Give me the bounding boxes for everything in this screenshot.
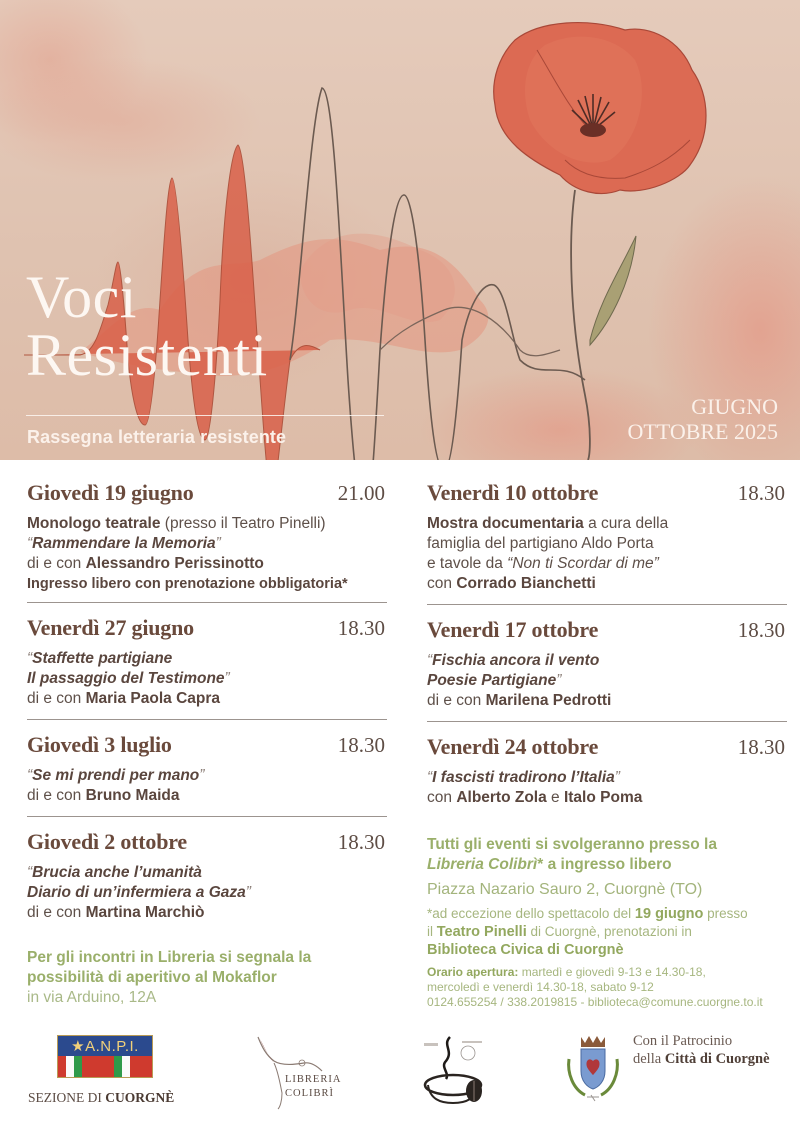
event-description-cont: famiglia del partigiano Aldo Porta — [427, 535, 654, 552]
anpi-caption: SEZIONE DI CUORGNÈ — [28, 1090, 175, 1105]
dates-line-1: GIUGNO — [691, 394, 778, 419]
aperitivo-note: Per gli incontri in Libreria si segnala la possibilità di aperitivo al Mokaflor in via Arduino, 12A — [27, 949, 312, 1006]
event-item — [27, 732, 387, 817]
event-description: Monologo teatrale (presso il Teatro Pinelli) — [27, 515, 326, 532]
mokaflor-logo — [420, 1035, 490, 1107]
event-date: Venerdì 27 giugno — [27, 615, 194, 640]
title-divider — [26, 415, 384, 416]
venue-statement: Tutti gli eventi si svolgeranno presso la Libreria Colibrì* a ingresso libero — [427, 836, 717, 873]
patronage-text: Con il Patrocinio della Città di Cuorgnè — [633, 1033, 770, 1067]
event-date: Giovedì 19 giugno — [27, 480, 194, 505]
event-booking-note: Ingresso libero con prenotazione obbligatoria* — [27, 576, 348, 592]
event-time: 18.30 — [737, 481, 785, 505]
anpi-logo-text: ★A.N.P.I. — [57, 1035, 153, 1056]
title-line-2: Resistenti — [26, 322, 268, 388]
venue-info — [427, 835, 797, 1010]
event-date: Venerdì 17 ottobre — [427, 617, 599, 642]
event-time: 18.30 — [737, 735, 785, 759]
season-dates — [627, 394, 778, 444]
event-author: di e con Martina Marchiò — [27, 904, 205, 921]
event-time: 18.30 — [337, 733, 385, 757]
event-author: di e con Maria Paola Capra — [27, 690, 221, 707]
event-title: “Brucia anche l’umanità — [27, 864, 202, 881]
soundwave-poppy-illustration — [0, 0, 800, 460]
libreria-colibri-text: LIBRERIA COLIBRÌ — [285, 1074, 342, 1099]
event-title-cont: Diario di un’infermiera a Gaza” — [27, 884, 251, 901]
anpi-logo — [57, 1035, 153, 1078]
exception-note: *ad eccezione dello spettacolo del 19 giugno presso il Teatro Pinelli di Cuorgnè, prenotazioni in Biblioteca Civica di Cuorgnè — [427, 906, 748, 958]
event-time: 21.00 — [337, 481, 385, 505]
event-time: 18.30 — [337, 830, 385, 854]
poppy-flower — [494, 23, 706, 194]
event-time: 18.30 — [737, 618, 785, 642]
event-time: 18.30 — [337, 616, 385, 640]
event-description: Mostra documentaria a cura della — [427, 515, 669, 532]
event-author: con Alberto Zola e Italo Poma — [427, 789, 643, 806]
events-left-column — [27, 480, 387, 933]
event-date: Venerdì 24 ottobre — [427, 734, 599, 759]
library-hours: Orario apertura: martedì e giovedì 9-13 e 14.30-18, mercoledì e venerdì 14.30-18, sabato 9-12 0124.655254 / 338.2019815 - biblioteca@comune.cuorgne.to.it — [427, 965, 797, 1010]
event-title: e tavole da “Non ti Scordar di me” — [427, 555, 659, 572]
event-title-cont: Il passaggio del Testimone” — [27, 670, 230, 687]
venue-address: Piazza Nazario Sauro 2, Cuorgnè (TO) — [427, 881, 703, 898]
event-author: di e con Alessandro Perissinotto — [27, 555, 264, 572]
event-author: di e con Bruno Maida — [27, 787, 180, 804]
event-item — [27, 829, 387, 933]
event-date: Giovedì 3 luglio — [27, 732, 172, 757]
event-date: Venerdì 10 ottobre — [427, 480, 599, 505]
event-date: Giovedì 2 ottobre — [27, 829, 187, 854]
poster-subtitle: Rassegna letteraria resistente — [27, 427, 287, 447]
events-right-column — [427, 480, 787, 818]
event-title: “Fischia ancora il vento — [427, 652, 600, 669]
event-item — [27, 615, 387, 720]
event-title: “I fascisti tradirono l’Italia” — [427, 769, 620, 786]
event-author: con Corrado Bianchetti — [427, 575, 596, 592]
title-line-1: Voci — [26, 264, 137, 330]
poster-title — [26, 264, 268, 388]
anpi-flag-stripes — [57, 1056, 153, 1078]
cuorgne-coat-of-arms — [563, 1033, 623, 1105]
event-title: “Se mi prendi per mano” — [27, 767, 205, 784]
event-item — [427, 734, 787, 818]
event-item — [427, 480, 787, 605]
dates-line-2: OTTOBRE 2025 — [627, 419, 778, 444]
event-title: “Rammendare la Memoria” — [27, 535, 221, 552]
poster-header — [0, 0, 800, 460]
contact-info[interactable]: 0124.655254 / 338.2019815 - biblioteca@comune.cuorgne.to.it — [427, 995, 763, 1009]
event-title-cont: Poesie Partigiane” — [427, 672, 562, 689]
event-title: “Staffette partigiane — [27, 650, 173, 667]
event-author: di e con Marilena Pedrotti — [427, 692, 612, 709]
event-item — [427, 617, 787, 722]
event-item — [27, 480, 387, 603]
